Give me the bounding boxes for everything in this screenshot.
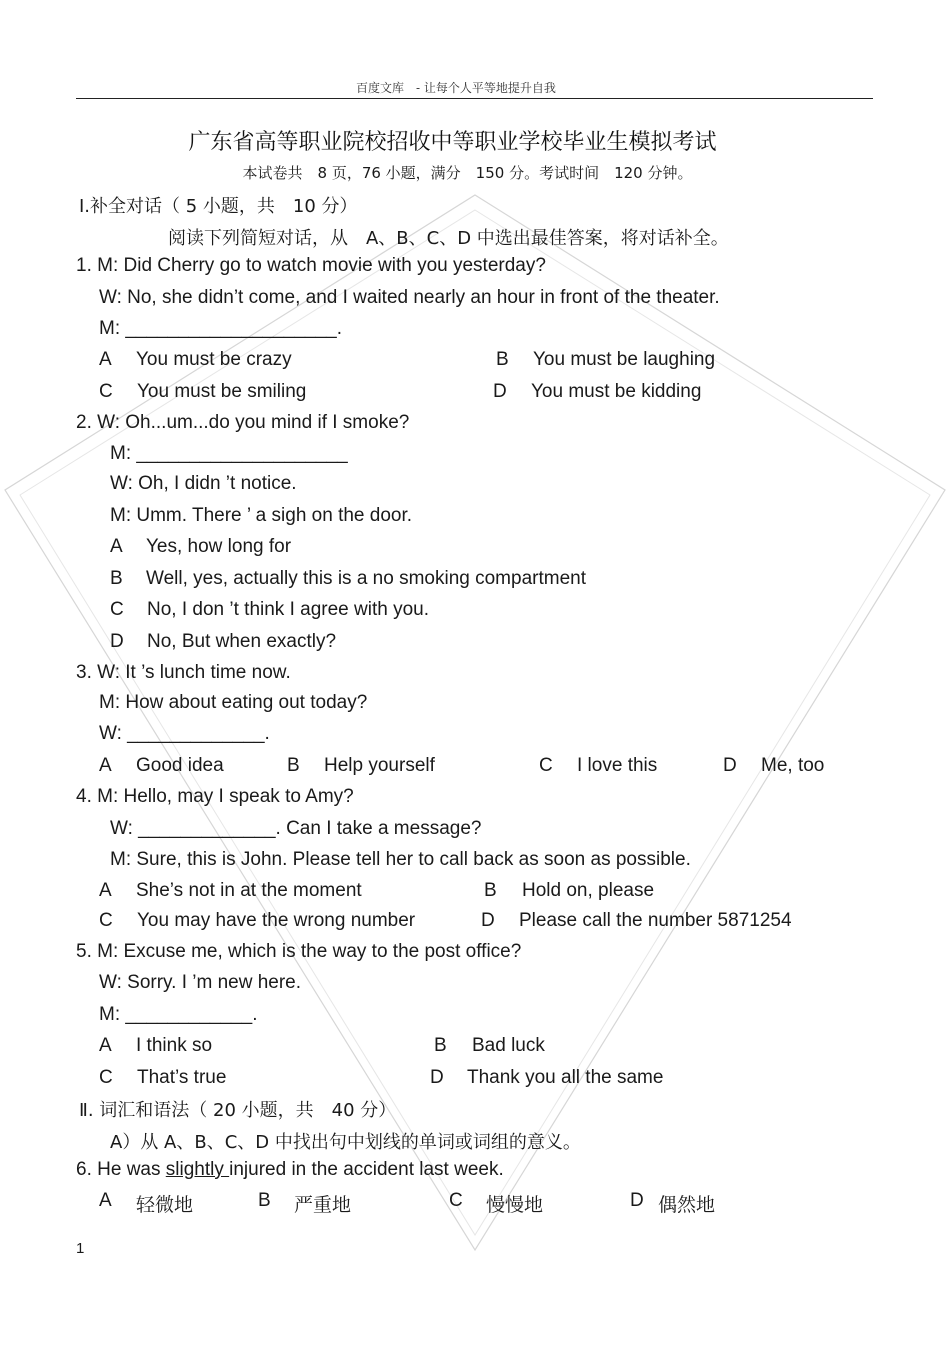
q1-option-b-letter: B [496,349,509,370]
q6-underlined-word: slightly [165,1159,230,1180]
q3-option-c-text: I love this [577,755,658,776]
q6-option-b-letter: B [258,1190,271,1211]
q6-sentence-end: injured in the accident last week. [229,1159,504,1180]
q2-option-a-letter: A [110,536,123,557]
q2-line-1: 2. W: Oh...um...do you mind if I smoke? [76,412,410,433]
q5-option-b-letter: B [434,1035,447,1056]
q1-option-c-text: You must be smiling [137,381,307,402]
q1-option-d-text: You must be kidding [531,381,702,402]
q6-option-a-text: 轻微地 [136,1194,194,1216]
exam-subtitle: 本试卷共 8 页，76 小题，满分 150 分。考试时间 120 分钟。 [242,164,693,182]
q4-line-3: M: Sure, this is John. Please tell her to call back as soon as possible. [110,849,691,870]
q4-option-b-text: Hold on, please [522,880,655,901]
q2-line-2: M: ____________________ [110,443,348,464]
q4-option-c-letter: C [99,910,113,931]
q2-line-4: M: Umm. There ’ a sigh on the door. [110,505,413,526]
q3-option-a-letter: A [99,755,112,776]
q1-option-c-letter: C [99,381,113,402]
q4-line-1: 4. M: Hello, may I speak to Amy? [76,786,354,807]
q5-option-a-letter: A [99,1035,112,1056]
q4-option-d-text: Please call the number 5871254 [519,910,792,931]
q5-line-3: M: ____________. [99,1004,258,1025]
section-2-heading: Ⅱ. 词汇和语法（ 20 小题，共 40 分） [79,1100,397,1121]
q3-option-d-letter: D [723,755,737,776]
section-1-instruction: 阅读下列简短对话，从 A、B、C、D 中选出最佳答案，将对话补全。 [168,228,729,249]
q2-option-d-text: No, But when exactly? [147,631,337,652]
q2-option-b-text: Well, yes, actually this is a no smoking compartment [146,568,586,589]
q3-line-2: M: How about eating out today? [99,692,368,713]
q1-option-d-letter: D [493,381,507,402]
header-divider [76,98,873,99]
q5-option-d-text: Thank you all the same [467,1067,664,1088]
q5-option-a-text: I think so [136,1035,213,1056]
q4-line-2: W: _____________. Can I take a message? [110,818,482,839]
q5-option-d-letter: D [430,1067,444,1088]
q2-line-3: W: Oh, I didn ’t notice. [110,473,297,494]
q1-line-1: 1. M: Did Cherry go to watch movie with you yesterday? [76,255,546,276]
q2-option-b-letter: B [110,568,123,589]
q2-option-a-text: Yes, how long for [146,536,292,557]
q2-option-c-letter: C [110,599,124,620]
q3-option-d-text: Me, too [761,755,825,776]
q6-sentence-start: 6. He was [76,1159,166,1180]
q6-option-d-text: 偶然地 [658,1194,716,1216]
q5-line-1: 5. M: Excuse me, which is the way to the post office? [76,941,522,962]
q3-option-a-text: Good idea [136,755,224,776]
q3-option-b-text: Help yourself [324,755,435,776]
q6-option-a-letter: A [99,1190,112,1211]
q3-option-c-letter: C [539,755,553,776]
q1-line-2: W: No, she didn’t come, and I waited nearly an hour in front of the theater. [99,287,720,308]
q5-option-b-text: Bad luck [472,1035,545,1056]
q4-option-d-letter: D [481,910,495,931]
q6-option-d-letter: D [630,1190,644,1211]
exam-title: 广东省高等职业院校招收中等职业学校毕业生模拟考试 [188,130,717,155]
page-header: 百度文库 - 让每个人平等地提升自我 [356,81,556,95]
q2-option-c-text: No, I don ’t think I agree with you. [147,599,429,620]
q1-line-3: M: ____________________. [99,318,343,339]
q4-option-a-text: She’s not in at the moment [136,880,362,901]
q6-sentence [76,1159,504,1181]
q4-option-a-letter: A [99,880,112,901]
q3-option-b-letter: B [287,755,300,776]
q4-option-b-letter: B [484,880,497,901]
q1-option-a-text: You must be crazy [136,349,292,370]
q5-option-c-text: That’s true [137,1067,227,1088]
q6-option-c-text: 慢慢地 [486,1194,544,1216]
q1-option-b-text: You must be laughing [533,349,716,370]
q2-option-d-letter: D [110,631,124,652]
q6-option-b-text: 严重地 [294,1194,352,1216]
q3-line-1: 3. W: It ’s lunch time now. [76,662,291,683]
q4-option-c-text: You may have the wrong number [137,910,416,931]
q1-option-a-letter: A [99,349,112,370]
page-number: 1 [76,1240,85,1257]
section-2-instruction: A）从 A、B、C、D 中找出句中划线的单词或词组的意义。 [110,1132,581,1153]
q5-option-c-letter: C [99,1067,113,1088]
section-1-heading: Ⅰ.补全对话（ 5 小题，共 10 分） [79,196,358,217]
q5-line-2: W: Sorry. I ’m new here. [99,972,302,993]
q6-option-c-letter: C [449,1190,463,1211]
q3-line-3: W: _____________. [99,723,270,744]
